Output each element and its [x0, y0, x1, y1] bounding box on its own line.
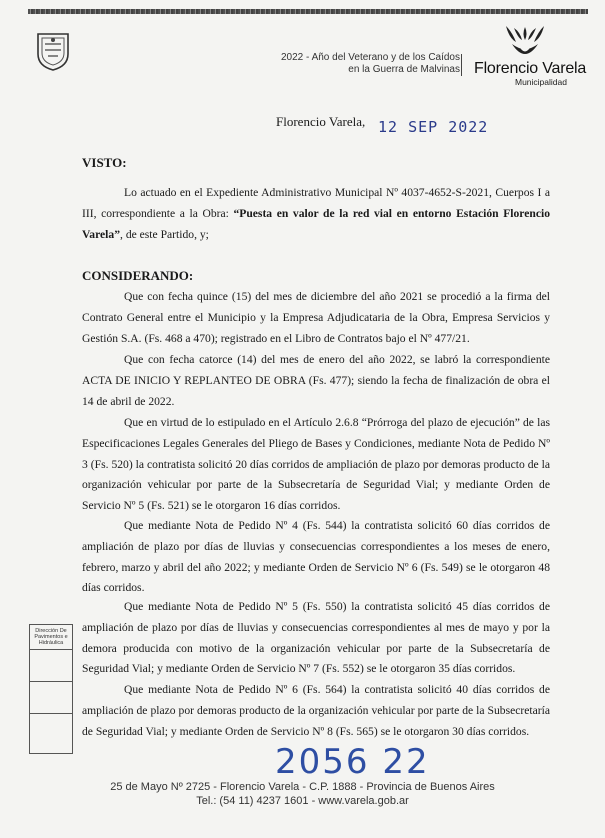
considerando-heading: CONSIDERANDO: [82, 268, 194, 283]
top-border-line [28, 9, 588, 14]
stamp-cell [30, 650, 72, 682]
tagline-line-1: 2022 - Año del Veterano y de los Caídos [280, 52, 460, 63]
considerando-paragraph-6: Que mediante Nota de Pedido Nº 6 (Fs. 564) la contratista solicitó 40 días corridos de ampliación de plazo por demoras producto de la organización vehicular por parte de la Subsecretaría de Seguridad Vial; y mediante Orden de Servicio Nº 8 (Fs. 565) se le otorgaron 30 días corridos. [82, 683, 550, 738]
visto-paragraph [82, 183, 550, 245]
considerando-paragraph-5: Que mediante Nota de Pedido Nº 5 (Fs. 550) la contratista solicitó 45 días corridos de ampliación de plazo por días de lluvias y consecuencias correspondientes al mes de mayo y por la demora producida con motivo de la organización vehicular por parte de la Subsecretaría de Seguridad Vial; y mediante Orden de Servicio Nº 7 (Fs. 552) se le otorgaron 35 días corridos. [82, 600, 550, 676]
considerando-paragraph-4: Que mediante Nota de Pedido Nº 4 (Fs. 544) la contratista solicitó 60 días corridos de ampliación de plazo por días de lluvias y consecuencias correspondientes a los meses de enero, febrero, marzo y abril del año 2022; y mediante Orden de Servicio Nº 6 (Fs. 549) se le otorgaron 48 días corridos. [82, 519, 550, 595]
considerando-paragraph-2: Que con fecha catorce (14) del mes de enero del año 2022, se labró la correspondiente ACTA DE INICIO Y REPLANTEO DE OBRA (Fs. 477); siendo la fecha de finalización de obra el 14 de abril de 2022. [82, 353, 550, 408]
considerando-paragraph-3: Que en virtud de lo estipulado en el Artículo 2.6.8 “Prórroga del plazo de ejecución” de las Especificaciones Legales Generales del Pliego de Bases y Condiciones, mediante Nota de Pedido Nº 3 (Fs. 520) la contratista solicitó 20 días corridos de ampliación de plazo por demoras producto de la organización vehicular por parte de la Subsecretaría de Seguridad Vial; y mediante Orden de Servicio Nº 5 (Fs. 521) se le otorgaron 16 días corridos. [82, 416, 550, 513]
footer-address: 25 de Mayo Nº 2725 - Florencio Varela - C.P. 1888 - Provincia de Buenos Aires [110, 781, 495, 793]
header-divider [461, 54, 462, 76]
year-tagline [245, 52, 460, 76]
visto-heading: VISTO: [82, 155, 127, 170]
resolution-number-stamp: 2056 22 [275, 742, 430, 782]
footer-contact: Tel.: (54 11) 4237 1601 - www.varela.gob.ar [196, 795, 409, 807]
obra-title: “Puesta en valor de la red vial en entorno Estación Florencio Varela” [82, 206, 550, 241]
visto-text-a: Lo actuado en el Expediente Administrativo Municipal Nº 4037-4652-S-2021, Cuerpos I a III, correspondiente a la Obra: [82, 186, 550, 220]
department-stamp [29, 624, 73, 754]
visto-text-c: , de este Partido, y; [120, 227, 209, 241]
place-label: Florencio Varela, [276, 114, 366, 129]
municipal-seal-icon [34, 30, 72, 72]
logo-subtitle: Municipalidad [515, 77, 567, 87]
considerando-paragraph-1: Que con fecha quince (15) del mes de diciembre del año 2021 se procedió a la firma del Contrato General entre el Municipio y la Empresa Adjudicataria de la Obra, Empresa Servicios y Gestión S.A. (Fs. 468 a 470); registrado en el Libro de Contratos bajo el Nº 477/21. [82, 290, 550, 345]
department-stamp-label: Dirección De Pavimentos e Hidráulica [30, 625, 72, 650]
stamp-cell [30, 714, 72, 745]
logo-name: Florencio Varela [474, 60, 587, 77]
date-stamp: 12 SEP 2022 [378, 118, 489, 136]
florencio-varela-logo-icon [502, 24, 548, 64]
stamp-cell [30, 682, 72, 714]
tagline-line-2: en la Guerra de Malvinas [348, 64, 460, 75]
